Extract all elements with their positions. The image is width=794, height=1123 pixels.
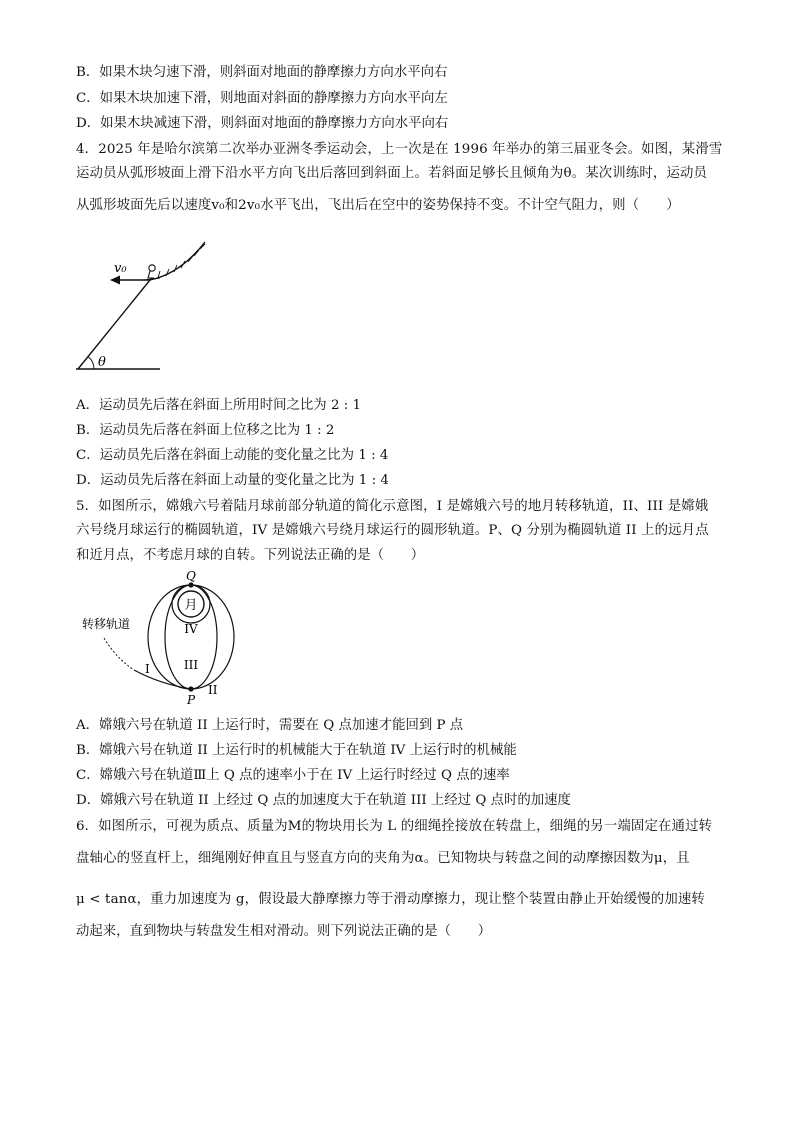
q5-orbit-figure bbox=[76, 566, 246, 706]
q4-ski-jump-figure bbox=[70, 230, 220, 375]
q6-stem-line1: 6．如图所示，可视为质点、质量为M的物块用长为 L 的细绳拴接放在转盘上，细绳的另一端固定在通过转 bbox=[76, 819, 713, 834]
slope-hatching bbox=[158, 244, 205, 278]
q3-option-b: B．如果木块匀速下滑，则斜面对地面的静摩擦力方向水平向右 bbox=[76, 65, 448, 80]
label-i: I bbox=[145, 662, 150, 676]
label-iii: III bbox=[183, 658, 199, 672]
label-p: P bbox=[187, 693, 196, 706]
q4-stem-line2: 运动员从弧形坡面上滑下沿水平方向飞出后落回到斜面上。若斜面足够长且倾角为θ。某次训练时，运动员 bbox=[76, 166, 708, 181]
point-q bbox=[188, 582, 193, 587]
q5-option-a: A．嫦娥六号在轨道 II 上运行时，需要在 Q 点加速才能回到 P 点 bbox=[76, 718, 464, 733]
q5-stem-line2: 六号绕月球运行的椭圆轨道，IV 是嫦娥六号绕月球运行的圆形轨道。P、Q 分别为椭圆轨道 II 上的远月点 bbox=[76, 523, 709, 538]
label-theta: θ bbox=[98, 355, 106, 370]
q4-stem-line1: 4．2025 年是哈尔滨第二次举办亚洲冬季运动会，上一次是在 1996 年举办的第三届亚冬会。如图，某滑雪 bbox=[76, 142, 723, 157]
q4-option-b: B．运动员先后落在斜面上位移之比为 1 : 2 bbox=[76, 423, 335, 438]
q5-option-c: C．嫦娥六号在轨道Ⅲ上 Q 点的速率小于在 IV 上运行时经过 Q 点的速率 bbox=[76, 768, 510, 783]
label-transfer-orbit: 转移轨道 bbox=[82, 617, 131, 631]
q3-option-d: D．如果木块减速下滑，则斜面对地面的静摩擦力方向水平向右 bbox=[76, 116, 449, 131]
q5-option-d: D．嫦娥六号在轨道 II 上经过 Q 点的加速度大于在轨道 III 上经过 Q 点时的加速度 bbox=[76, 793, 571, 808]
q4-option-a: A．运动员先后落在斜面上所用时间之比为 2 : 1 bbox=[76, 398, 362, 413]
curved-slope bbox=[150, 242, 205, 280]
q6-stem-line4: 动起来，直到物块与转盘发生相对滑动。则下列说法正确的是（ ） bbox=[76, 924, 492, 939]
q5-stem-line1: 5．如图所示，嫦娥六号着陆月球前部分轨道的简化示意图，I 是嫦娥六号的地月转移轨道，II、III 是嫦娥 bbox=[76, 499, 709, 514]
q4-option-d: D．运动员先后落在斜面上动量的变化量之比为 1 : 4 bbox=[76, 473, 389, 488]
angle-arc bbox=[88, 357, 94, 370]
q4-option-c: C．运动员先后落在斜面上动能的变化量之比为 1 : 4 bbox=[76, 448, 389, 463]
velocity-arrowhead bbox=[110, 276, 120, 285]
q3-option-c: C．如果木块加速下滑，则地面对斜面的静摩擦力方向水平向左 bbox=[76, 91, 448, 106]
q4-stem-line3: 从弧形坡面先后以速度v₀和2v₀水平飞出，飞出后在空中的姿势保持不变。不计空气阻力，则（ ） bbox=[76, 198, 680, 213]
label-q: Q bbox=[186, 569, 196, 583]
label-moon: 月 bbox=[184, 598, 198, 613]
label-ii: II bbox=[208, 683, 218, 697]
q5-stem-line3: 和近月点，不考虑月球的自转。下列说法正确的是（ ） bbox=[76, 548, 425, 563]
label-iv: IV bbox=[184, 622, 198, 636]
incline-line bbox=[78, 280, 150, 369]
transfer-orbit-dashed bbox=[104, 638, 134, 670]
q6-stem-line2: 盘轴心的竖直杆上，细绳刚好伸直且与竖直方向的夹角为α。已知物块与转盘之间的动摩擦因数为μ，且 bbox=[76, 851, 690, 866]
label-v0: v₀ bbox=[114, 261, 127, 276]
q6-stem-line3: μ < tanα，重力加速度为 g，假设最大静摩擦力等于滑动摩擦力，现让整个装置由静止开始缓慢的加速转 bbox=[76, 892, 705, 907]
q5-option-b: B．嫦娥六号在轨道 II 上运行时的机械能大于在轨道 IV 上运行时的机械能 bbox=[76, 743, 517, 758]
